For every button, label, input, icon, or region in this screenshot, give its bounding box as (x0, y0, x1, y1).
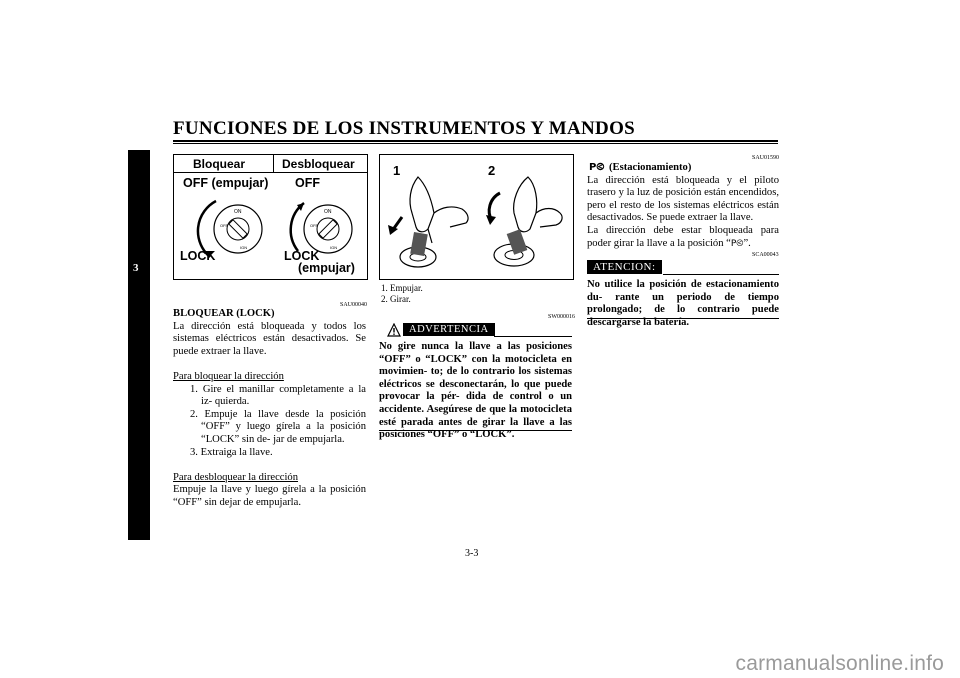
lock-steps-heading: Para bloquear la dirección (173, 370, 284, 382)
footer-watermark[interactable]: carmanualsonline.info (735, 652, 944, 675)
parking-code: SAU01590 (752, 155, 780, 161)
label-off-right: OFF (295, 176, 320, 190)
caution-top-rule (663, 274, 779, 275)
caution-label-block (587, 260, 779, 276)
label-push-right: (empujar) (298, 261, 355, 275)
header-rule (173, 140, 778, 142)
warning-badge: ADVERTENCIA (403, 323, 495, 336)
svg-text:OFF: OFF (220, 223, 228, 228)
parking-heading: (Estacionamiento) (609, 162, 692, 173)
key-push-turn-figure (379, 154, 574, 280)
figure-number-1: 1 (393, 163, 401, 178)
caution-badge: ATENCION: (587, 260, 662, 274)
unlock-text: Empuje la llave y luego gírela a la posición “OFF” sin dejar de empujarla. (173, 484, 366, 508)
hand-turn-key-icon (480, 173, 566, 275)
warning-label-block (379, 323, 572, 339)
caption-item: 1. Empujar. (381, 283, 423, 293)
section-tab (128, 150, 150, 540)
figure-header-rule (174, 172, 367, 173)
hand-push-key-icon (388, 173, 474, 275)
left-text (173, 308, 366, 510)
parking-section (587, 162, 779, 250)
section-code: SAU00040 (340, 302, 368, 308)
page-number: 3-3 (465, 548, 479, 559)
parking-p-icon: P⧀ (589, 162, 605, 173)
warning-bottom-rule (379, 430, 572, 431)
figure-divider (273, 155, 274, 172)
parking-p-icon-inline: P⧀ (730, 238, 744, 249)
caution-text: No utilice la posición de estacionamiento du- rante un periodo de tiempo prolongado; de lo contrario puede descargarse la batería. (587, 279, 779, 328)
svg-text:IGN: IGN (330, 245, 338, 250)
caption-item: 2. Girar. (381, 294, 411, 304)
caution-code: SCA00043 (752, 252, 779, 258)
svg-text:ON: ON (234, 209, 242, 215)
lock-unlock-figure (173, 154, 368, 280)
caution-bottom-rule (587, 318, 779, 319)
section-tab-number: 3 (133, 262, 139, 274)
svg-text:ON: ON (324, 209, 332, 215)
warning-top-rule (494, 336, 572, 337)
figure-number-2: 2 (488, 163, 496, 178)
lock-intro: La dirección está bloqueada y todos los sistemas eléctricos están desactivados. Se puede extraer la llave. (173, 320, 366, 357)
unlock-heading: Para desbloquear la dirección (173, 471, 299, 483)
label-lock-left: LOCK (180, 249, 216, 263)
svg-text:OFF: OFF (310, 223, 318, 228)
label-off-push: OFF (empujar) (183, 176, 269, 190)
figure-header-lock: Bloquear (193, 157, 246, 171)
lock-step: 2. Empuje la llave desde la posición “OFF” y luego gírela a la posición “LOCK” sin de- jar de empujarla. (190, 408, 366, 445)
parking-text-2: La dirección debe estar bloqueada para poder girar la llave a la posición “P⧀”. (587, 224, 779, 249)
warning-code: SW000016 (548, 314, 575, 320)
parking-heading-row (587, 162, 779, 175)
label-lock-right: LOCK (284, 249, 320, 263)
svg-text:IGN: IGN (240, 245, 248, 250)
section-heading-lock: BLOQUEAR (LOCK) (173, 308, 275, 319)
warning-triangle-icon (387, 323, 401, 337)
figure-header-unlock: Desbloquear (282, 157, 355, 171)
figure-captions (381, 283, 423, 305)
lock-step: 3. Extraiga la llave. (190, 446, 273, 458)
header-rule-thin (173, 143, 778, 144)
page-title: FUNCIONES DE LOS INSTRUMENTOS Y MANDOS (173, 118, 636, 139)
lock-step: 1. Gire el manillar completamente a la iz- quierda. (190, 383, 366, 408)
parking-text: La dirección está bloqueada y el piloto trasero y la luz de posición están encendidos, pero el resto de los sistemas eléctricos están desactivados. Se puede extraer la llave. (587, 174, 779, 224)
warning-text: No gire nunca la llave a las posiciones “OFF” o “LOCK” con la motocicleta en movimien- to; de lo contrario los sistemas eléctricos se desconectarán, lo que puede provocar la pér- dida de control o un accidente. Asegúrese de que la motocicleta esté parada antes de girar la llave a las posiciones “OFF” o “LOCK”. (379, 341, 572, 441)
